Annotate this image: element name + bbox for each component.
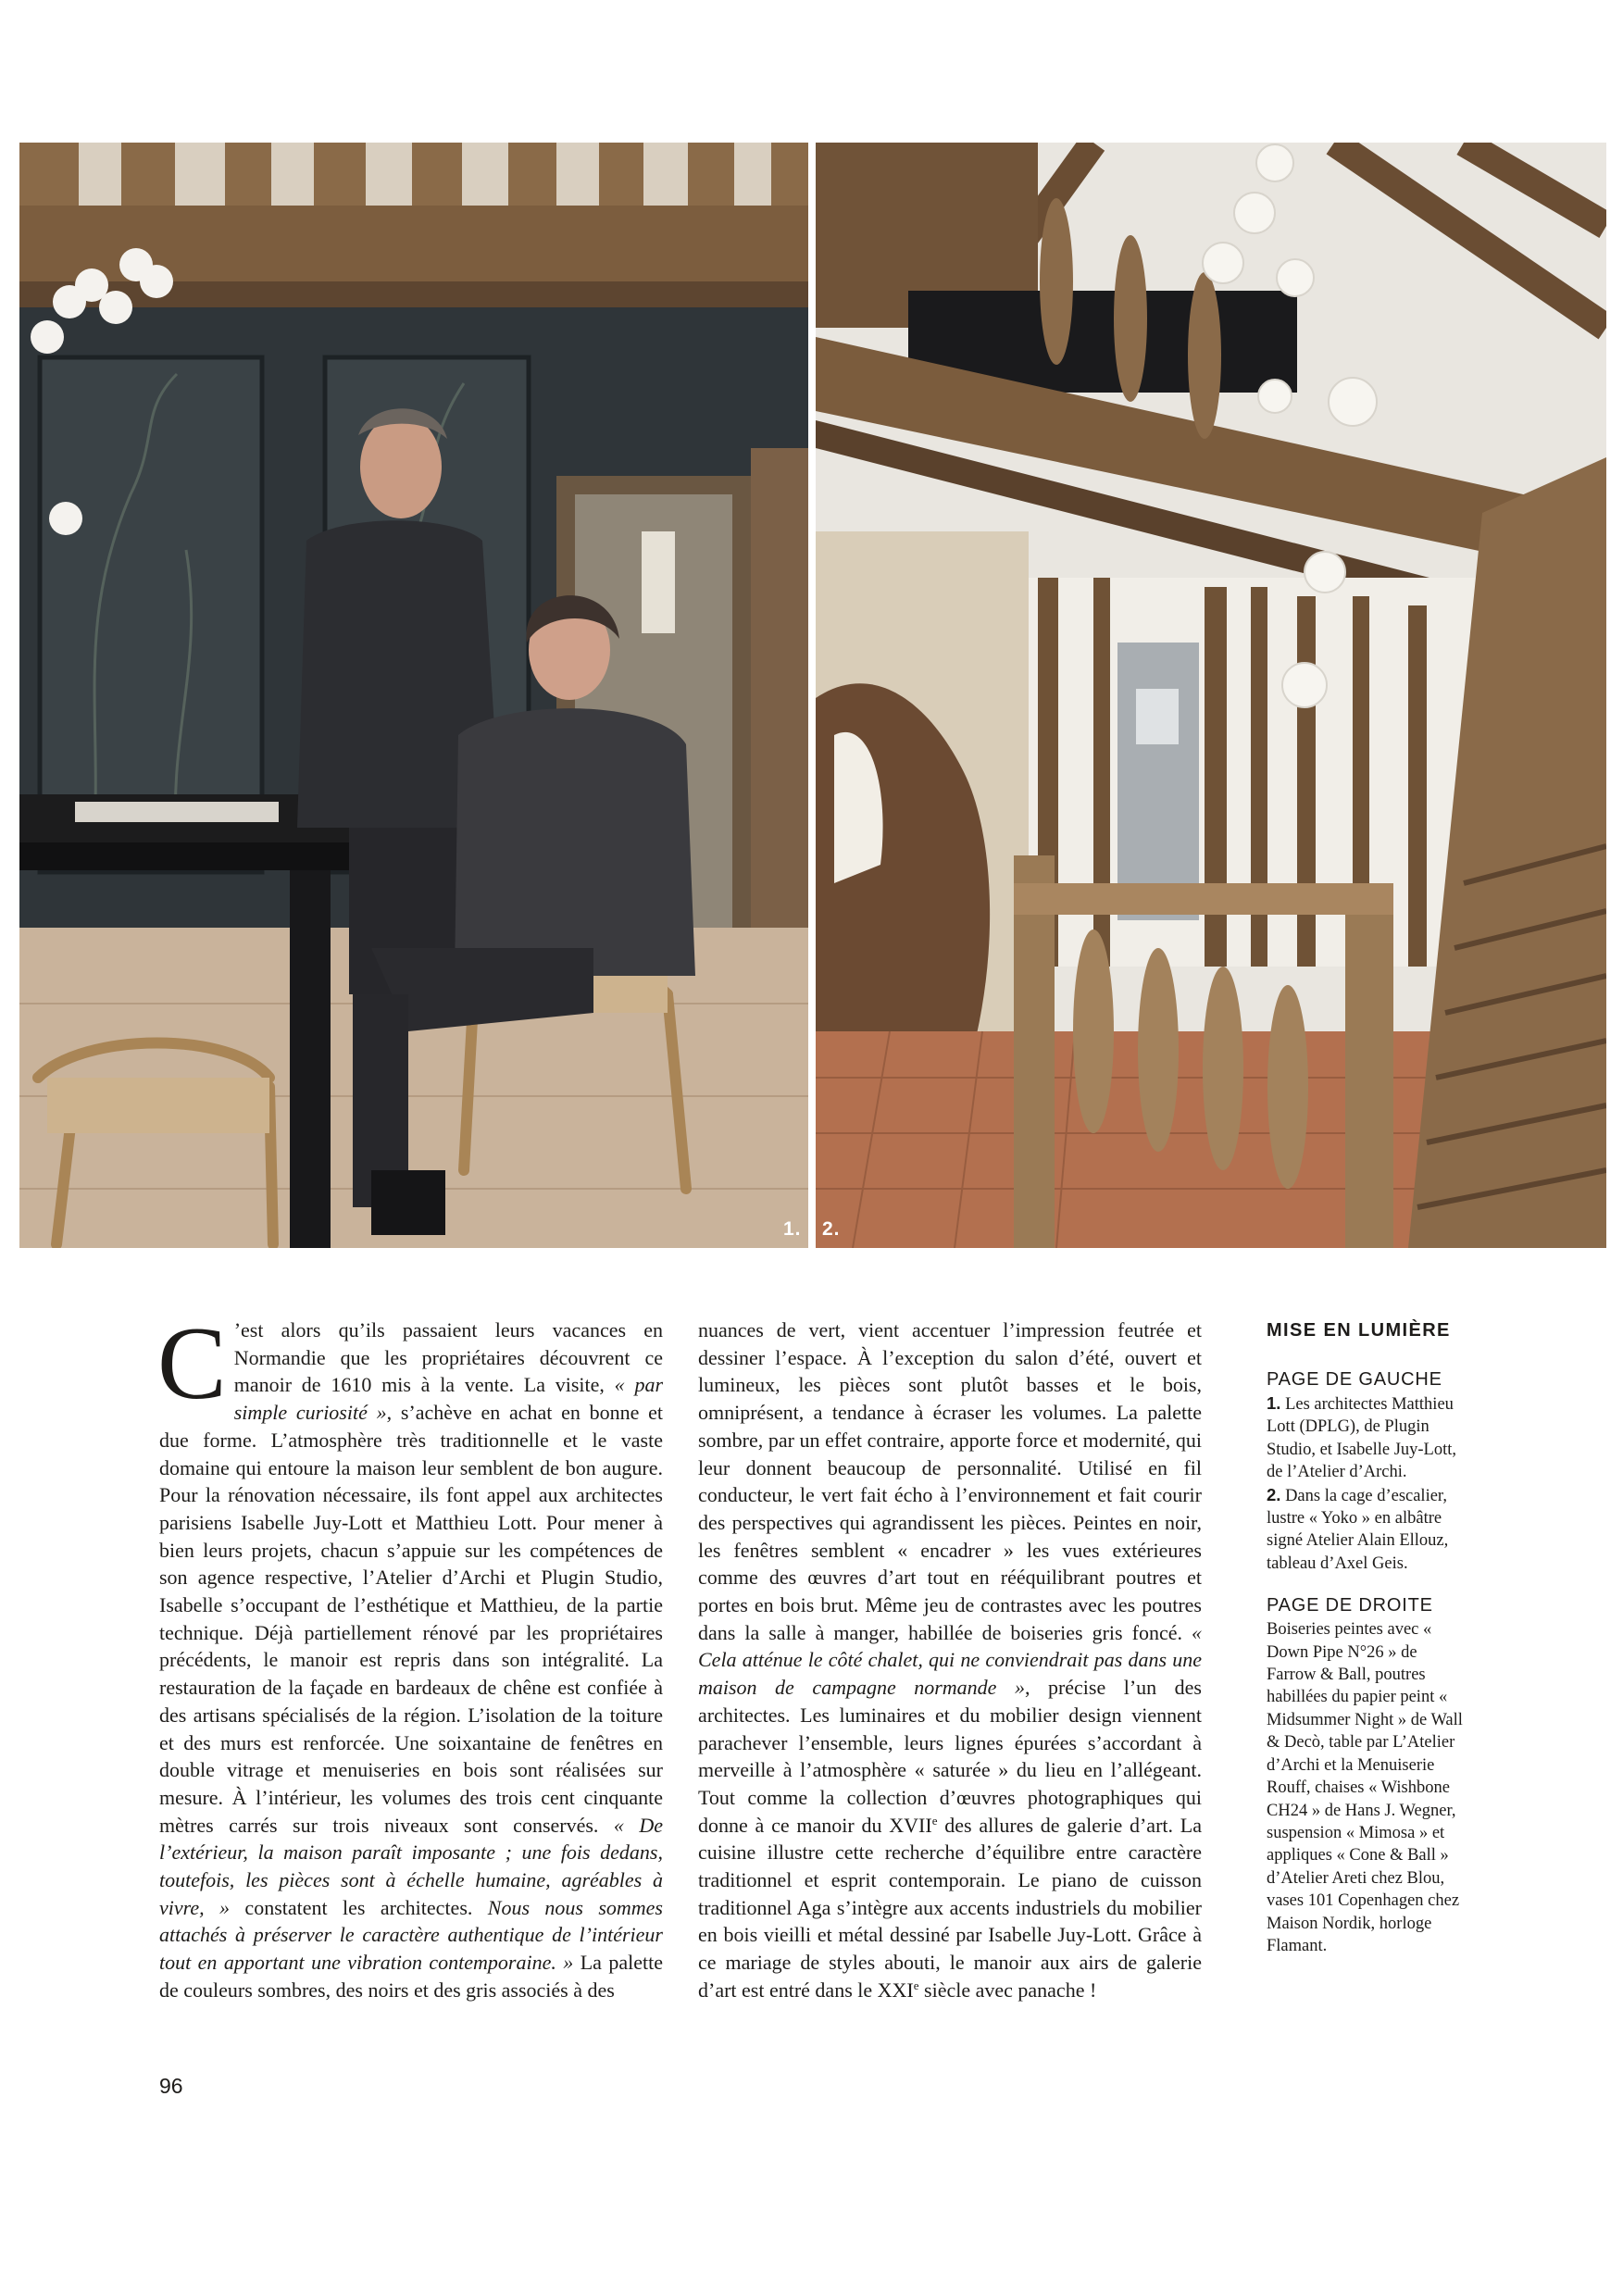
photo-architects-dining-room [19,143,808,1248]
sidebar-subheading-right: PAGE DE DROITE [1267,1595,1433,1616]
captions-sidebar [1267,1316,1466,1957]
drop-cap: C [157,1306,227,1421]
caption-right-page: Boiseries peintes avec « Down Pipe N°26 » de Farrow & Ball, poutres habillées du papier peint « Midsummer Night » de Wall & Decò, table par L’Atelier d’Archi et la Menuiserie Rouff, chaises « Wishbone CH24 » de Hans J. Wegner, suspension « Mimosa » et appliques « Cone & Ball » d’Atelier Areti chez Blou, vases 101 Copenhagen chez Maison Nordik, horloge Flamant. [1267,1620,1463,1955]
column1-run: « par simple curiosité » [233,1373,664,1425]
column1-run: , s’achève en achat en bonne et due forme. L’atmosphère très traditionnelle et le vaste domaine qui entoure la maison leur semblent de bon augure. Pour la rénovation nécessaire, ils font appel aux architectes parisiens Isabelle Juy-Lott et Matthieu Lott. Pour mener à bien leurs projets, chacun s’appuie sur les compétences de son agence respective, l’Atelier d’Archi et Plugin Studio, Isabelle s’occupant de l’esthétique et Matthieu, de la partie technique. Déjà partiellement rénové par les propriétaires précédents, le manoir est repris dans son intégralité. La restauration de la façade en bardeaux de chêne est confiée à des artisans spécialisés de la région. L’isolation de la toiture et des murs est renforcée. Une soixantaine de fenêtres en double vitrage et menuiseries en bois sont réalisées sur mesure. À l’intérieur, les volumes des trois cent cinquante mètres carrés sur trois niveaux sont conservés. [159,1401,663,1837]
caption-2 [1267,1484,1466,1576]
column2-run: des allures de galerie d’art. La cuisine illustre cette recherche d’équilibre entre caractère traditionnel et esprit contemporain. Le piano de cuisson traditionnel Aga s’intègre aux accents industriels du mobilier en bois vieilli et métal dessiné par Isabelle Juy-Lott. Grâce à ce mariage de styles abouti, le manoir aux airs de galerie d’art est entré dans le XXI [698,1813,1202,2002]
photo-number-2: 2. [822,1218,841,1240]
caption-2-number: 2. [1267,1484,1281,1504]
column1-run: La palette de couleurs sombres, des noirs et des gris associés à des [159,1951,664,2002]
sidebar-heading: MISE EN LUMIÈRE [1267,1320,1451,1341]
article-text-column-2 [698,1316,1202,2004]
sidebar-section-right [1267,1595,1466,1957]
column2-run: siècle avec panache ! [918,1978,1097,2002]
article-column-2 [698,1316,1202,2004]
caption-2-text: Dans la cage d’escalier, lustre « Yoko » en albâtre signé Atelier Alain Ellouz, tableau d’Axel Geis. [1267,1486,1449,1573]
sidebar-subheading-left: PAGE DE GAUCHE [1267,1369,1442,1390]
caption-1 [1267,1392,1466,1484]
column2-run: e [931,1813,938,1828]
column2-run: « Cela atténue le côté chalet, qui ne conviendrait pas dans une maison de campagne normande » [698,1620,1202,1700]
column1-run: Nous nous sommes attachés à préserver le caractère authentique de l’intérieur tout en apportant une vibration contemporaine. » [159,1895,663,1975]
article-text-column-1 [157,1306,664,2004]
sidebar-section-left [1267,1369,1466,1575]
column1-run: « De l’extérieur, la maison paraît imposante ; une fois dedans, toutefois, les pièces sont à échelle humaine, agréables à vivre, » [159,1813,663,1919]
column2-run: nuances de vert, vient accentuer l’impression feutrée et dessiner l’espace. À l’exception du salon d’été, ouvert et lumineux, les pièces sont plutôt basses et le bois, omniprésent, a tendance à écraser les volumes. La palette sombre, par un effet contraire, apporte force et modernité, qui leur donnent beaucoup de personnalité. Utilisé en fil conducteur, le vert fait écho à l’environnement et fait courir des perspectives qui agrandissent les pièces. Peintes en noir, les fenêtres semblent « encadrer » les vues extérieures comme des œuvres d’art tout en rééquilibrant poutres et portes en bois brut. Même jeu de contrastes avec les poutres dans la salle à manger, habillée de boiseries gris foncé. [698,1318,1202,1644]
caption-1-text: Les architectes Matthieu Lott (DPLG), de Plugin Studio, et Isabelle Juy-Lott, de l’Atelier d’Archi. [1267,1395,1457,1482]
article-column-1 [157,1306,664,2004]
caption-1-number: 1. [1267,1393,1281,1413]
photo-staircase-hall [816,143,1606,1248]
column1-run: ’est alors qu’ils passaient leurs vacances en Normandie que les propriétaires découvrent ce manoir de 1610 mis à la vente. La visite, [233,1318,663,1397]
column1-run: constatent les architectes. [230,1895,488,1919]
photo-number-1: 1. [783,1218,802,1240]
page-number: 96 [159,2074,183,2098]
column2-run: e [913,1978,919,1992]
column2-run: , précise l’un des architectes. Les luminaires et du mobilier design viennent parachever l’ensemble, leurs lignes épurées s’accordant à merveille à l’atmosphère « saturée » du lieu en l’allégeant. Tout comme la collection d’œuvres photographiques qui donne à ce manoir du XVII [698,1676,1202,1837]
